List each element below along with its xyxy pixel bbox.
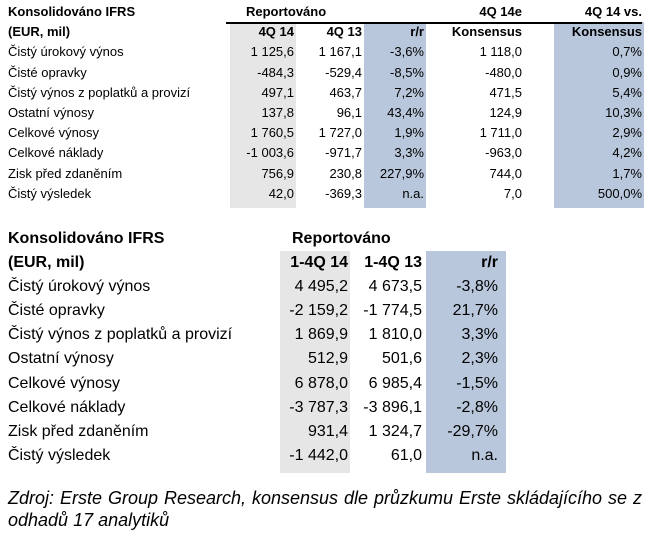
table2-body	[6, 275, 506, 468]
table2-header-row-2	[6, 251, 506, 275]
row-label: Čistý úrokový výnos	[8, 278, 151, 296]
row-value: 501,6	[381, 350, 422, 368]
row-value: -3 787,3	[289, 398, 348, 416]
row-value: 463,7	[329, 84, 362, 100]
row-value: n.a.	[471, 446, 498, 464]
row-value: 1 167,1	[318, 44, 362, 60]
row-value: 1,9%	[394, 125, 424, 141]
table-row	[6, 63, 642, 83]
row-value: 471,5	[489, 84, 522, 100]
row-value: 0,7%	[612, 44, 642, 60]
row-label: Zisk před zdaněním	[8, 422, 149, 440]
table1-col-4q13: 4Q 13	[326, 24, 362, 40]
table1-header-row-2	[6, 22, 642, 42]
row-value: 5,4%	[612, 84, 642, 100]
row-value: 1 324,7	[368, 422, 422, 440]
row-value: 1 711,0	[479, 125, 522, 141]
table-row	[6, 323, 506, 347]
source-note: Zdroj: Erste Group Research, konsensus dle průzkumu Erste skládajícího se z odhadů 17 analytiků	[8, 488, 642, 530]
row-value: 1 760,5	[250, 125, 294, 141]
row-value: -369,3	[325, 185, 362, 201]
row-value: 96,1	[336, 104, 362, 120]
row-value: -971,7	[325, 145, 362, 161]
table-row	[6, 444, 506, 468]
row-value: 137,8	[261, 104, 294, 120]
table1-body	[6, 42, 642, 204]
row-label: Čistý výnos z poplatků a provizí	[8, 84, 191, 100]
row-value: 0,9%	[612, 64, 642, 80]
row-value: -1 442,0	[289, 446, 348, 464]
row-value: -963,0	[485, 145, 522, 161]
row-value: -1 774,5	[363, 302, 422, 320]
row-value: n.a.	[402, 185, 424, 201]
table1-group-vs: 4Q 14 vs.	[584, 4, 642, 19]
row-label: Čistý výsledek	[8, 446, 111, 464]
row-value: -1,5%	[456, 374, 498, 392]
row-label: Čisté opravky	[8, 64, 87, 80]
row-value: 4 495,2	[294, 278, 348, 296]
row-value: 2,3%	[461, 350, 498, 368]
row-value: 61,0	[390, 446, 422, 464]
table-row	[6, 184, 642, 204]
table1-unit: (EUR, mil)	[8, 24, 71, 40]
row-value: 230,8	[329, 165, 362, 181]
row-value: 42,0	[268, 185, 294, 201]
table1-group-reported: Reportováno	[246, 4, 327, 19]
row-value: -8,5%	[390, 64, 424, 80]
table1-col-consensus: Konsensus	[451, 24, 522, 40]
table-row	[6, 143, 642, 163]
row-value: 10,3%	[605, 104, 642, 120]
row-value: 3,3%	[394, 145, 424, 161]
table1-col-yoy: r/r	[410, 24, 424, 40]
table-row	[6, 347, 506, 371]
row-label: Celkové výnosy	[8, 125, 100, 141]
table-row	[6, 103, 642, 123]
table-row	[6, 420, 506, 444]
row-value: 4,2%	[612, 145, 642, 161]
table2-group-reported: Reportováno	[292, 230, 391, 247]
row-value: 931,4	[307, 422, 348, 440]
table2-header-row-1	[6, 227, 506, 251]
table-row	[6, 275, 506, 299]
row-value: -2 159,2	[289, 302, 348, 320]
row-value: 4 673,5	[368, 278, 422, 296]
row-value: 744,0	[489, 165, 522, 181]
row-value: 2,9%	[612, 125, 642, 141]
row-value: 3,3%	[461, 326, 498, 344]
row-value: 124,9	[489, 104, 522, 120]
row-label: Čisté opravky	[8, 302, 105, 320]
row-value: 1 869,9	[294, 326, 348, 344]
table-row	[6, 83, 642, 103]
table2-col-1-4q13: 1-4Q 13	[364, 254, 422, 272]
table-row	[6, 299, 506, 323]
row-label: Zisk před zdaněním	[8, 165, 123, 181]
row-value: -529,4	[325, 64, 362, 80]
table1-group-q4e: 4Q 14e	[479, 4, 522, 19]
row-value: -484,3	[257, 64, 294, 80]
row-value: 7,0	[503, 185, 522, 201]
row-value: -3,6%	[390, 44, 424, 60]
row-label: Ostatní výnosy	[8, 350, 114, 368]
row-value: 1 810,0	[368, 326, 422, 344]
table1-col-4q14: 4Q 14	[258, 24, 294, 40]
table2-title: Konsolidováno IFRS	[8, 230, 165, 247]
table1-header-row-1	[6, 2, 642, 22]
row-label: Celkové náklady	[8, 398, 126, 416]
table2-col-yoy: r/r	[481, 254, 498, 272]
row-value: 512,9	[307, 350, 348, 368]
table-row	[6, 164, 642, 184]
row-value: 500,0%	[597, 185, 642, 201]
row-value: -2,8%	[456, 398, 498, 416]
table-row	[6, 396, 506, 420]
row-value: 7,2%	[394, 84, 424, 100]
table-row	[6, 372, 506, 396]
row-value: -3 896,1	[363, 398, 422, 416]
table-quarterly	[6, 2, 642, 204]
row-value: -480,0	[485, 64, 522, 80]
table-row	[6, 123, 642, 143]
row-value: -29,7%	[447, 422, 498, 440]
row-label: Celkové výnosy	[8, 374, 121, 392]
row-value: 21,7%	[452, 302, 498, 320]
table2-col-1-4q14: 1-4Q 14	[290, 254, 348, 272]
row-value: -3,8%	[456, 278, 498, 296]
table1-title: Konsolidováno IFRS	[8, 4, 136, 19]
table1-col-vs-consensus: Konsensus	[571, 24, 642, 40]
row-value: 1 727,0	[318, 125, 362, 141]
table2-unit: (EUR, mil)	[8, 254, 85, 272]
row-value: -1 003,6	[246, 145, 294, 161]
row-label: Čistý výnos z poplatků a provizí	[8, 326, 233, 344]
table-row	[6, 42, 642, 62]
row-label: Ostatní výnosy	[8, 104, 94, 120]
row-label: Čistý úrokový výnos	[8, 44, 124, 60]
row-value: 6 985,4	[368, 374, 422, 392]
row-value: 1 118,0	[479, 44, 522, 60]
row-label: Čistý výsledek	[8, 185, 92, 201]
table-annual	[6, 227, 506, 468]
row-value: 497,1	[261, 84, 294, 100]
row-label: Celkové náklady	[8, 145, 104, 161]
row-value: 1,7%	[612, 165, 642, 181]
row-value: 43,4%	[387, 104, 424, 120]
row-value: 1 125,6	[250, 44, 294, 60]
row-value: 6 878,0	[294, 374, 348, 392]
row-value: 756,9	[261, 165, 294, 181]
row-value: 227,9%	[379, 165, 424, 181]
